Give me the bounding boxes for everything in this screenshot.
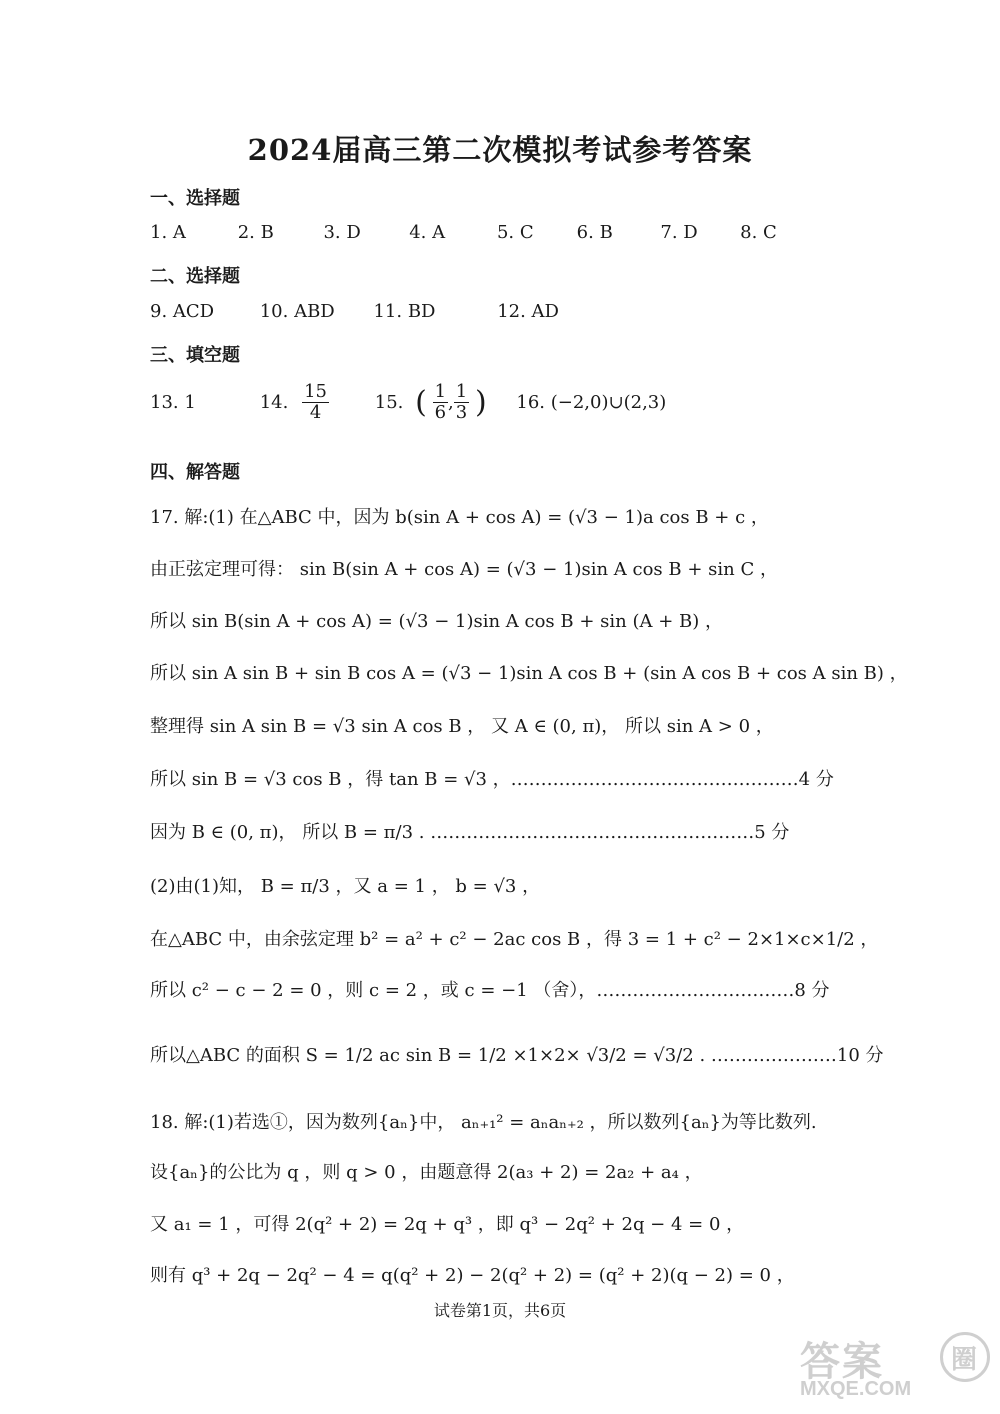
answer-12: 12. AD: [497, 301, 559, 322]
section-heading-3: 三、填空题: [150, 345, 240, 366]
solution-17-line-8: (2)由(1)知， B = π/3 ，又 a = 1 ， b = √3 ，: [150, 876, 541, 897]
solution-17-line-1: 17. 解:(1) 在△ABC 中，因为 b(sin A + cos A) = (√3 − 1)a cos B + c ，: [150, 507, 769, 528]
answer-15-comma: ,: [448, 391, 454, 413]
answer-15-close-paren: ): [474, 384, 487, 420]
watermark-logo: [800, 1330, 990, 1405]
answer-14-numerator: 15: [304, 381, 328, 402]
answer-5: 5. C: [496, 222, 534, 243]
answer-13: 13. 1: [150, 391, 196, 413]
page-footer: 试卷第1页，共6页: [433, 1301, 567, 1320]
answer-15-open-paren: (: [415, 384, 427, 420]
mc-answers-row: [150, 222, 777, 243]
solution-18-line-1: 18. 解:(1)若选①，因为数列{aₙ}中， aₙ₊₁² = aₙaₙ₊₂ ，所以数列{aₙ}为等比数列.: [150, 1112, 817, 1133]
answer-9: 9. ACD: [150, 301, 215, 322]
answer-15-b-denominator: 3: [455, 401, 468, 423]
answer-14-fraction: [302, 382, 329, 423]
answer-7: 7. D: [660, 222, 698, 243]
solution-17-line-5: 整理得 sin A sin B = √3 sin A cos B ， 又 A ∈ (0, π)， 所以 sin A > 0 ，: [150, 716, 774, 737]
solution-17-line-2: 由正弦定理可得： sin B(sin A + cos A) = (√3 − 1)sin A cos B + sin C ，: [150, 559, 778, 580]
watermark-text: 答案: [800, 1338, 884, 1385]
answer-8: 8. C: [740, 222, 777, 243]
watermark-circle-icon: [940, 1332, 990, 1382]
section-heading-2: 二、选择题: [150, 266, 240, 287]
section-heading-4: 四、解答题: [150, 462, 240, 483]
solution-18-line-3: 又 a₁ = 1 ，可得 2(q² + 2) = 2q + q³ ，即 q³ − 2q² + 2q − 4 = 0 ，: [150, 1214, 745, 1235]
solution-17-line-11: 所以△ABC 的面积 S = 1/2 ac sin B = 1/2 ×1×2× √3/2 = √3/2 . …………………10 分: [150, 1045, 884, 1066]
solution-17-line-3: 所以 sin B(sin A + cos A) = (√3 − 1)sin A cos B + sin (A + B) ，: [150, 611, 723, 632]
answer-11: 11. BD: [373, 301, 436, 322]
section-heading-1: 一、选择题: [150, 188, 240, 209]
answer-15-a-denominator: 6: [434, 401, 447, 423]
multi-answers-row: [150, 301, 559, 322]
answer-15-label: 15.: [374, 391, 404, 413]
fill-answers-row: [150, 382, 666, 434]
answer-1: 1. A: [150, 222, 186, 243]
solution-18-line-2: 设{aₙ}的公比为 q ，则 q > 0 ，由题意得 2(a₃ + 2) = 2a₂ + a₄ ，: [150, 1162, 703, 1183]
answer-16: 16. (−2,0)∪(2,3): [516, 391, 667, 413]
solution-18-line-4: 则有 q³ + 2q − 2q² − 4 = q(q² + 2) − 2(q² + 2) = (q² + 2)(q − 2) = 0 ，: [150, 1265, 795, 1286]
answer-10: 10. ABD: [259, 301, 335, 322]
solution-17-line-10: 所以 c² − c − 2 = 0 ，则 c = 2 ，或 c = −1 （舍），……………………………8 分: [150, 980, 830, 1001]
answer-15-fraction-b: [454, 382, 469, 423]
solution-17-line-7: 因为 B ∈ (0, π)， 所以 B = π/3 . ………………………………………………5 分: [150, 822, 790, 843]
answer-15-fraction-a: [433, 382, 448, 423]
watermark-url: MXQE.COM: [800, 1378, 912, 1400]
page-title: 2024届高三第二次模拟考试参考答案: [247, 133, 753, 167]
answer-14-label: 14.: [259, 391, 289, 413]
answer-15-a-numerator: 1: [434, 381, 447, 402]
answer-15-b-numerator: 1: [455, 381, 468, 402]
solution-17-line-6: 所以 sin B = √3 cos B ，得 tan B = √3 ，…………………………………………4 分: [150, 769, 834, 790]
answer-4: 4. A: [409, 222, 446, 243]
answer-6: 6. B: [576, 222, 613, 243]
answer-2: 2. B: [237, 222, 274, 243]
solution-17-line-4: 所以 sin A sin B + sin B cos A = (√3 − 1)sin A cos B + (sin A cos B + cos A sin B) ，: [150, 663, 908, 684]
solution-17-line-9: 在△ABC 中，由余弦定理 b² = a² + c² − 2ac cos B ，得 3 = 1 + c² − 2×1×c×1/2 ，: [150, 929, 879, 950]
answer-14-denominator: 4: [309, 401, 322, 423]
watermark-circle-text: 圈: [951, 1345, 978, 1375]
answer-3: 3. D: [323, 222, 361, 243]
